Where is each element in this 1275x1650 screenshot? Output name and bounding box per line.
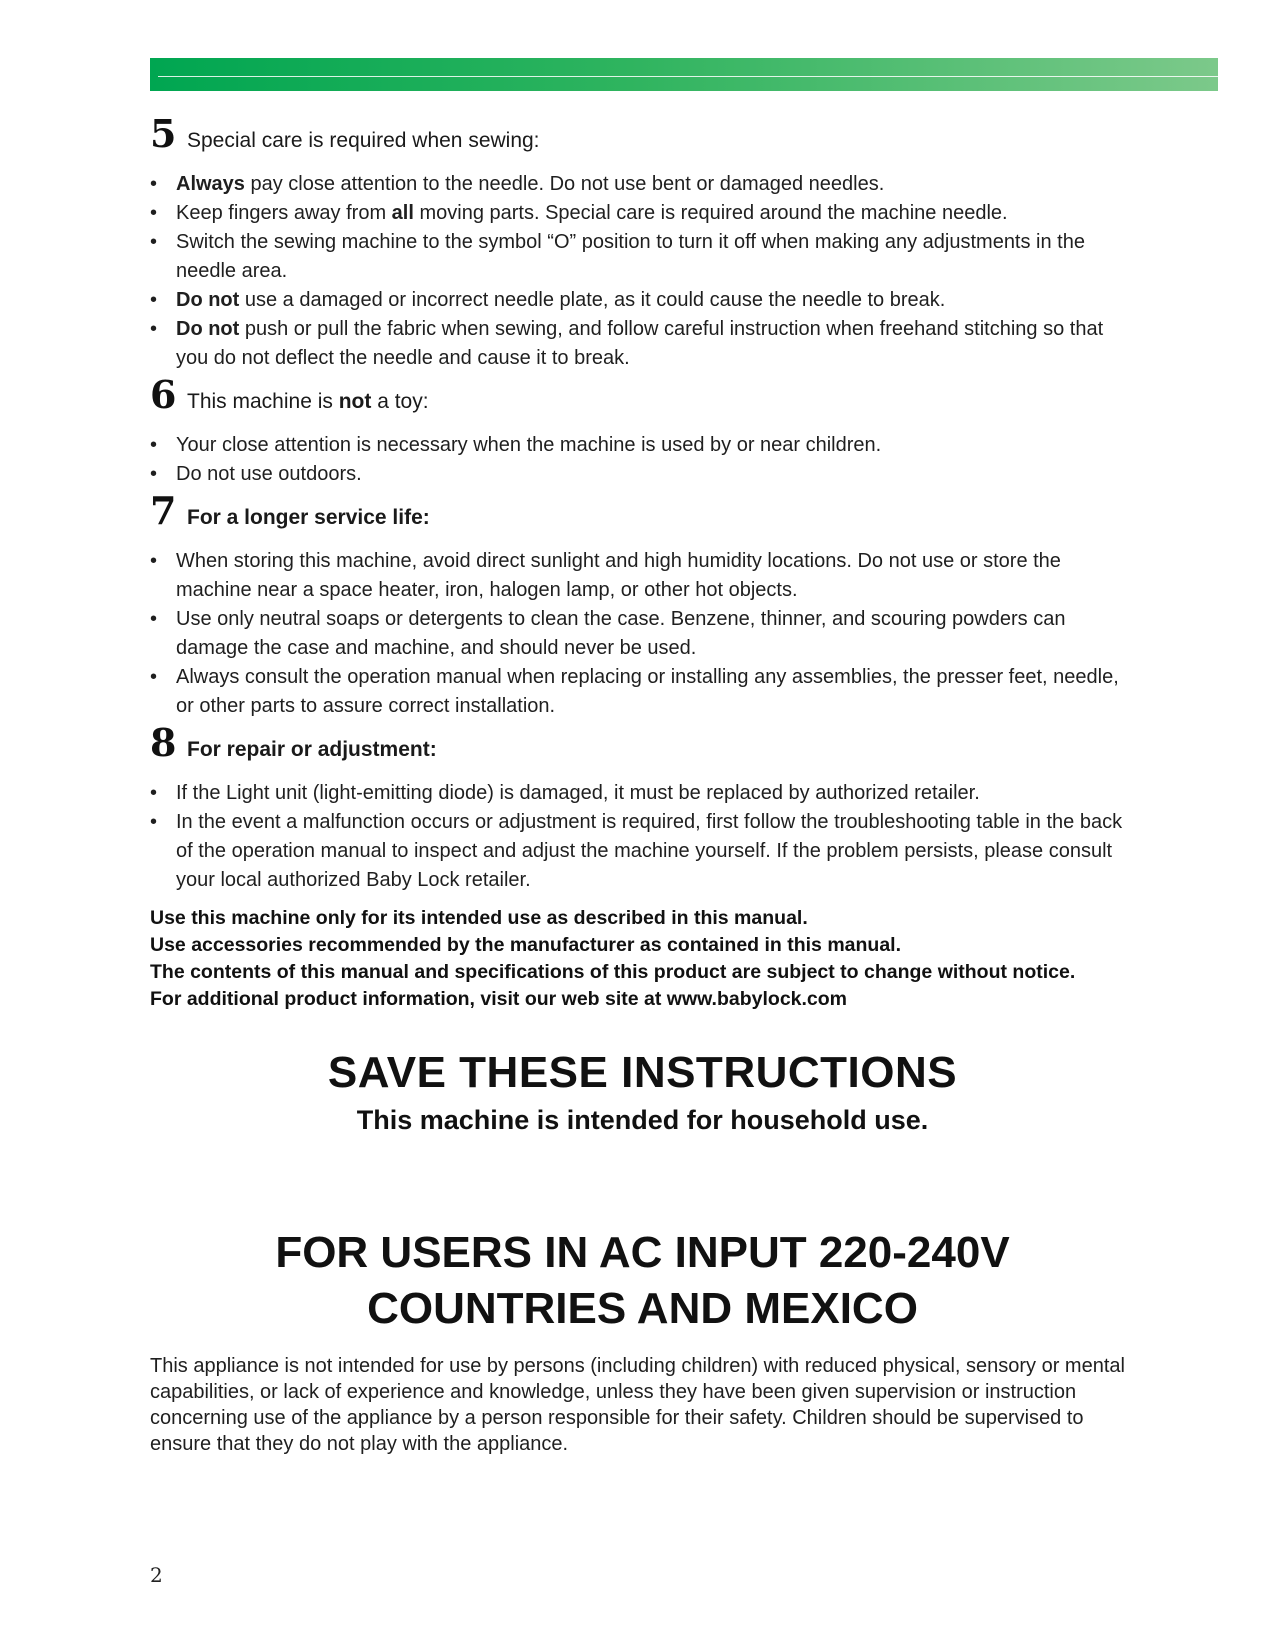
- list-item: • Always pay close attention to the needle. Do not use bent or damaged needles.: [150, 170, 1135, 199]
- page-number: 2: [150, 1563, 163, 1587]
- header-rule: [158, 76, 1218, 77]
- section-title: This machine is not a toy:: [187, 390, 429, 413]
- notice-line: Use this machine only for its intended use as described in this manual.: [150, 907, 808, 929]
- section-7-list: [150, 547, 1135, 721]
- list-item: • Always consult the operation manual when replacing or installing any assemblies, the presser feet, needle, or other parts to assure correct installation.: [150, 663, 1135, 721]
- header-green-bar: [150, 58, 1218, 91]
- section-number: 6: [150, 372, 177, 417]
- section-number: 5: [150, 111, 177, 156]
- list-item: • Use only neutral soaps or detergents to clean the case. Benzene, thinner, and scouring powders can damage the case and machine, and should never be used.: [150, 605, 1135, 663]
- section-title: For repair or adjustment:: [187, 738, 437, 761]
- notice-line: Use accessories recommended by the manufacturer as contained in this manual.: [150, 934, 902, 956]
- section-number: 8: [150, 720, 177, 765]
- list-item: • Do not push or pull the fabric when sewing, and follow careful instruction when freehand stitching so that you do not deflect the needle and cause it to break.: [150, 315, 1135, 373]
- section-6-heading: [150, 373, 1135, 417]
- list-item: • Do not use a damaged or incorrect needle plate, as it could cause the needle to break.: [150, 286, 1135, 315]
- ac-input-title: [150, 1225, 1135, 1337]
- household-use-subtitle: This machine is intended for household use.: [356, 1105, 929, 1135]
- section-title: Special care is required when sewing:: [187, 129, 540, 152]
- list-item: • If the Light unit (light-emitting diode) is damaged, it must be replaced by authorized retailer.: [150, 779, 1135, 808]
- list-item: • In the event a malfunction occurs or adjustment is required, first follow the troubleshooting table in the back of the operation manual to inspect and adjust the machine yourself. If the problem persists, please consult your local authorized Baby Lock retailer.: [150, 808, 1135, 895]
- list-item: • Do not use outdoors.: [150, 460, 1135, 489]
- notice-line: For additional product information, visit our web site at www.babylock.com: [150, 988, 848, 1010]
- section-6-list: [150, 431, 1135, 489]
- section-5-heading: [150, 112, 1135, 156]
- list-item: • Your close attention is necessary when the machine is used by or near children.: [150, 431, 1135, 460]
- notices-block: [150, 905, 1135, 1013]
- list-item: • Switch the sewing machine to the symbol “O” position to turn it off when making any adjustments in the needle area.: [150, 228, 1135, 286]
- ac-input-title-line2: COUNTRIES AND MEXICO: [367, 1284, 918, 1333]
- section-8-heading: [150, 721, 1135, 765]
- ac-input-paragraph: This appliance is not intended for use by persons (including children) with reduced physical, sensory or mental capabilities, or lack of experience and knowledge, unless they have been given supervision or instruction concerning use of the appliance by a person responsible for their safety. Children should be supervised to ensure that they do not play with the appliance.: [150, 1355, 1125, 1455]
- section-title: For a longer service life:: [187, 506, 430, 529]
- section-8-list: [150, 779, 1135, 895]
- notice-line: The contents of this manual and specifications of this product are subject to change without notice.: [150, 961, 1076, 983]
- section-5-list: [150, 170, 1135, 373]
- section-7-heading: [150, 489, 1135, 533]
- save-instructions-title: SAVE THESE INSTRUCTIONS: [327, 1048, 958, 1097]
- list-item: • Keep fingers away from all moving parts. Special care is required around the machine needle.: [150, 199, 1135, 228]
- list-item: • When storing this machine, avoid direct sunlight and high humidity locations. Do not use or store the machine near a space heater, iron, halogen lamp, or other hot objects.: [150, 547, 1135, 605]
- ac-input-title-line1: FOR USERS IN AC INPUT 220-240V: [275, 1228, 1010, 1277]
- page-content: [150, 112, 1135, 1457]
- section-number: 7: [150, 488, 177, 533]
